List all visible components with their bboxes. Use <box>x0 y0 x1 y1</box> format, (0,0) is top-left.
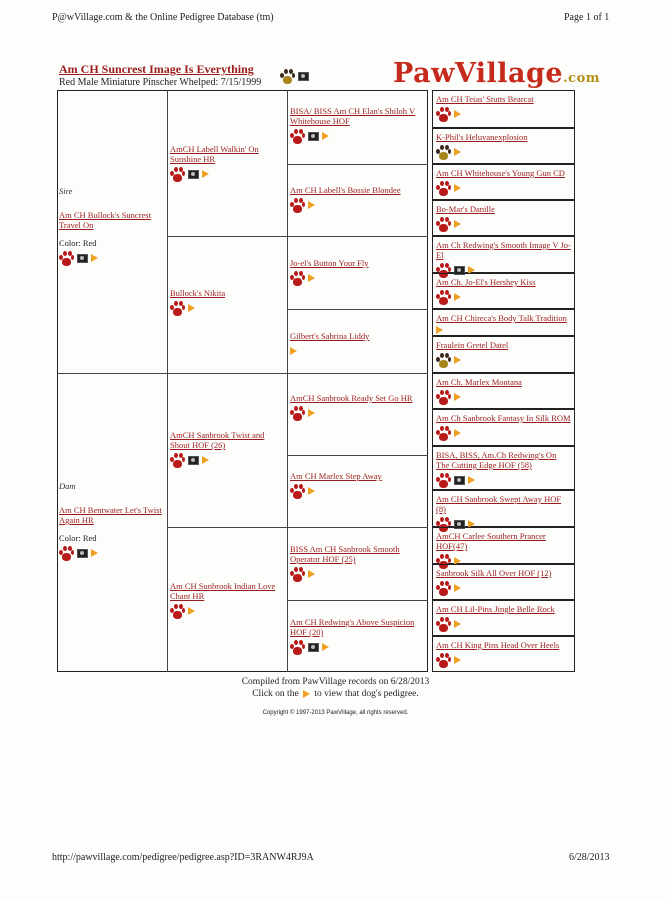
gen4-cell <box>432 336 575 373</box>
gen4-name-link[interactable]: Fraulein Gretel Datel <box>436 340 509 350</box>
gen4-name-link[interactable]: Am CH Chireca's Body Talk Tradition <box>436 313 567 323</box>
icon-row <box>170 452 282 468</box>
gen4-cell <box>432 527 575 564</box>
gen2-cell <box>170 581 282 619</box>
gen4-cell <box>432 128 575 164</box>
pedigree-arrow-icon[interactable] <box>308 570 315 578</box>
pedigree-arrow-icon[interactable] <box>322 643 329 651</box>
paw-icon <box>436 617 451 632</box>
gen4-cell <box>432 564 575 600</box>
dam-color: Color: Red <box>59 533 97 543</box>
icon-row <box>436 289 571 305</box>
grid-divider <box>287 455 428 456</box>
compiled-note: Compiled from PawVillage records on 6/28/2013 <box>241 677 430 687</box>
pedigree-arrow-icon[interactable] <box>202 456 209 464</box>
gen3-cell <box>290 258 424 286</box>
pedigree-arrow-icon[interactable] <box>91 549 98 557</box>
gen3-cell <box>290 471 424 499</box>
gen4-name-link[interactable]: AmCH Carlee Southern Prancer HOF(47) <box>436 531 546 551</box>
paw-icon <box>290 567 305 582</box>
gen4-cell <box>432 164 575 200</box>
gen4-cell <box>432 236 575 273</box>
gen4-name-link[interactable]: Am Ch. Marlex Montana <box>436 377 522 387</box>
icon-row <box>436 352 571 368</box>
gen3-name-link[interactable]: Am CH Redwing's Above Suspicion HOF (20) <box>290 617 415 637</box>
camera-icon[interactable] <box>188 170 199 179</box>
pedigree-arrow-icon[interactable] <box>454 393 461 401</box>
page-header-left: P@wVillage.com & the Online Pedigree Database (tm) <box>52 12 274 23</box>
gen2-name-link[interactable]: AmCH Labell Walkin' On Sunshine HR <box>170 144 259 164</box>
icon-row <box>436 216 571 232</box>
icon-row <box>436 106 571 122</box>
dam-cell <box>59 481 164 561</box>
gen4-cell <box>432 373 575 409</box>
paw-icon <box>436 353 451 368</box>
paw-icon <box>290 406 305 421</box>
grid-divider <box>167 527 428 528</box>
gen2-cell <box>170 430 282 468</box>
sire-color: Color: Red <box>59 238 97 248</box>
pedigree-arrow-icon[interactable] <box>308 201 315 209</box>
camera-icon[interactable] <box>77 549 88 558</box>
page-header-right: Page 1 of 1 <box>564 12 610 23</box>
pedigree-arrow-icon[interactable] <box>202 170 209 178</box>
camera-icon[interactable] <box>308 132 319 141</box>
sire-name-link[interactable]: Am CH Bullock's Suncrest Travel On <box>59 210 151 230</box>
icon-row <box>290 483 424 499</box>
pedigree-arrow-icon[interactable] <box>188 304 195 312</box>
pawvillage-logo <box>393 58 600 89</box>
icon-row <box>436 652 571 668</box>
pedigree-arrow-icon[interactable] <box>436 326 443 334</box>
paw-icon <box>170 453 185 468</box>
pedigree-arrow-icon[interactable] <box>454 356 461 364</box>
paw-icon <box>436 653 451 668</box>
icon-row <box>436 180 571 196</box>
paw-icon <box>290 198 305 213</box>
pedigree-arrow-icon[interactable] <box>454 620 461 628</box>
grid-divider <box>167 236 428 237</box>
icon-row <box>436 325 571 334</box>
click-instruction-text: to view that dog's pedigree. <box>314 689 419 699</box>
gen4-name-link[interactable]: Am Ch Sanbrook Fantasy In Silk ROM <box>436 413 571 423</box>
pedigree-arrow-icon[interactable] <box>308 409 315 417</box>
pedigree-arrow-icon[interactable] <box>454 584 461 592</box>
icon-row <box>436 580 571 596</box>
pedigree-arrow-icon[interactable] <box>308 487 315 495</box>
gen2-cell <box>170 144 282 182</box>
pedigree-arrow-icon[interactable] <box>454 220 461 228</box>
camera-icon[interactable] <box>77 254 88 263</box>
paw-icon <box>436 581 451 596</box>
gen4-cell <box>432 200 575 236</box>
paw-icon <box>59 251 74 266</box>
icon-row <box>436 472 571 488</box>
gen3-name-link[interactable]: Am CH Marlex Step Away <box>290 471 382 481</box>
gen4-cell <box>432 636 575 672</box>
grid-divider <box>287 600 428 601</box>
dog-subtitle: Red Male Miniature Pinscher Whelped: 7/15/1999 <box>59 77 262 88</box>
gen3-name-link[interactable]: Gilbert's Sabrina Liddy <box>290 331 370 341</box>
page-footer-date: 6/28/2013 <box>569 852 610 863</box>
icon-row <box>436 616 571 632</box>
camera-icon[interactable] <box>298 72 309 81</box>
icon-row <box>290 405 424 421</box>
icon-row <box>290 566 424 582</box>
pedigree-arrow-icon[interactable] <box>454 656 461 664</box>
pedigree-arrow-icon <box>303 690 310 698</box>
gen3-cell <box>290 544 424 582</box>
gen3-name-link[interactable]: Am CH Labell's Bossie Blondee <box>290 185 401 195</box>
dog-name-link[interactable]: Am CH Suncrest Image Is Everything <box>59 62 254 76</box>
logo-dotcom: .com <box>563 71 600 86</box>
pedigree-arrow-icon[interactable] <box>454 293 461 301</box>
icon-row <box>436 425 571 441</box>
gen3-cell <box>290 617 424 655</box>
gen4-name-link[interactable]: BISA, BISS, Am.Ch Redwing's On The Cutting Edge HOF (58) <box>436 450 557 470</box>
icon-row <box>290 270 424 286</box>
gen3-cell <box>290 393 424 421</box>
gen4-name-link[interactable]: Sanbrook Silk All Over HOF (12) <box>436 568 552 578</box>
gen4-name-link[interactable]: Am CH Whitehouse's Young Gun CD <box>436 168 565 178</box>
pedigree-arrow-icon[interactable] <box>468 476 475 484</box>
gen4-cell <box>432 90 575 128</box>
gen3-name-link[interactable]: AmCH Sanbrook Ready Set Go HR <box>290 393 413 403</box>
logo-text: PawVillage <box>393 58 564 89</box>
gen4-name-link[interactable]: Am CH Sanbrook Swept Away HOF (8) <box>436 494 562 514</box>
icon-row <box>436 144 571 160</box>
camera-icon[interactable] <box>454 476 465 485</box>
title-icons <box>280 68 309 84</box>
paw-icon <box>170 301 185 316</box>
pedigree-arrow-icon[interactable] <box>454 429 461 437</box>
icon-row <box>59 250 164 266</box>
pedigree-arrow-icon[interactable] <box>91 254 98 262</box>
icon-row <box>290 128 424 144</box>
gen2-name-link[interactable]: Am CH Sunbrook Indian Love Chant HR <box>170 581 276 601</box>
gen4-name-link[interactable]: Am CH King Pins Head Over Heels <box>436 640 560 650</box>
paw-icon <box>170 167 185 182</box>
icon-row <box>290 197 424 213</box>
gen4-cell <box>432 409 575 446</box>
pedigree-arrow-icon[interactable] <box>454 148 461 156</box>
grid-divider <box>287 309 428 310</box>
icon-row <box>170 166 282 182</box>
paw-icon <box>59 546 74 561</box>
paw-icon <box>436 181 451 196</box>
gen4-name-link[interactable]: Am CH Teias' Stutts Bearcat <box>436 94 534 104</box>
gen4-cell <box>432 600 575 636</box>
grid-divider <box>287 164 428 165</box>
pedigree-arrow-icon[interactable] <box>454 184 461 192</box>
paw-icon <box>436 290 451 305</box>
copyright: Copyright © 1997-2013 PawVillage, all rights reserved. <box>262 710 409 716</box>
gen4-cell <box>432 446 575 490</box>
pedigree-arrow-icon[interactable] <box>322 132 329 140</box>
pedigree-arrow-icon[interactable] <box>454 110 461 118</box>
gen3-name-link[interactable]: Jo-el's Button Your Fly <box>290 258 369 268</box>
paw-icon <box>280 69 295 84</box>
paw-icon <box>170 604 185 619</box>
gen3-cell <box>290 106 424 144</box>
icon-row <box>170 603 282 619</box>
grid-divider <box>57 373 428 374</box>
paw-icon <box>436 390 451 405</box>
paw-icon <box>290 484 305 499</box>
gen3-name-link[interactable]: BISS Am CH Sanbrook Smooth Operator HOF (25) <box>290 544 400 564</box>
paw-icon <box>436 217 451 232</box>
paw-icon <box>290 271 305 286</box>
gen4-name-link[interactable]: K-Phil's Heluvanexplosion <box>436 132 528 142</box>
paw-icon <box>290 640 305 655</box>
gen3-cell <box>290 331 424 359</box>
gen4-name-link[interactable]: Am Ch Redwing's Smooth Image V Jo-El <box>436 240 571 260</box>
gen3-cell <box>290 185 424 213</box>
dam-name-link[interactable]: Am CH Bentwater Let's Twist Again HR <box>59 505 162 525</box>
sire-label: Sire <box>59 186 73 196</box>
gen4-cell <box>432 273 575 309</box>
paw-icon <box>436 473 451 488</box>
gen4-cell <box>432 309 575 336</box>
click-instruction <box>0 689 671 699</box>
camera-icon[interactable] <box>308 643 319 652</box>
sire-cell <box>59 186 164 266</box>
grid-divider <box>287 90 288 672</box>
pedigree-arrow-icon[interactable] <box>188 607 195 615</box>
gen2-cell <box>170 288 282 316</box>
pedigree-arrow-icon[interactable] <box>290 347 297 355</box>
gen4-cell <box>432 490 575 527</box>
icon-row <box>436 389 571 405</box>
page-footer-url: http://pawvillage.com/pedigree/pedigree.asp?ID=3RANW4RJ9A <box>52 852 314 863</box>
paw-icon <box>436 107 451 122</box>
pedigree-arrow-icon[interactable] <box>308 274 315 282</box>
gen2-name-link[interactable]: Bullock's Nikita <box>170 288 226 298</box>
paw-icon <box>436 145 451 160</box>
paw-icon <box>290 129 305 144</box>
gen4-name-link[interactable]: Bo-Mar's Danille <box>436 204 495 214</box>
icon-row <box>290 343 424 359</box>
gen2-name-link[interactable]: AmCH Sanbrook Twist and Shout HOF (26) <box>170 430 265 450</box>
paw-icon <box>436 426 451 441</box>
click-instruction-text: Click on the <box>252 689 299 699</box>
icon-row <box>170 300 282 316</box>
gen4-name-link[interactable]: Am CH Lil-Pins Jingle Belle Rock <box>436 604 555 614</box>
icon-row <box>290 639 424 655</box>
grid-divider <box>167 90 168 672</box>
camera-icon[interactable] <box>188 456 199 465</box>
icon-row <box>59 545 164 561</box>
gen3-name-link[interactable]: BISA/ BISS Am CH Elan's Shiloh V Whitehouse HOF <box>290 106 416 126</box>
gen4-name-link[interactable]: Am Ch. Jo-El's Hershey Kiss <box>436 277 536 287</box>
dam-label: Dam <box>59 481 76 491</box>
